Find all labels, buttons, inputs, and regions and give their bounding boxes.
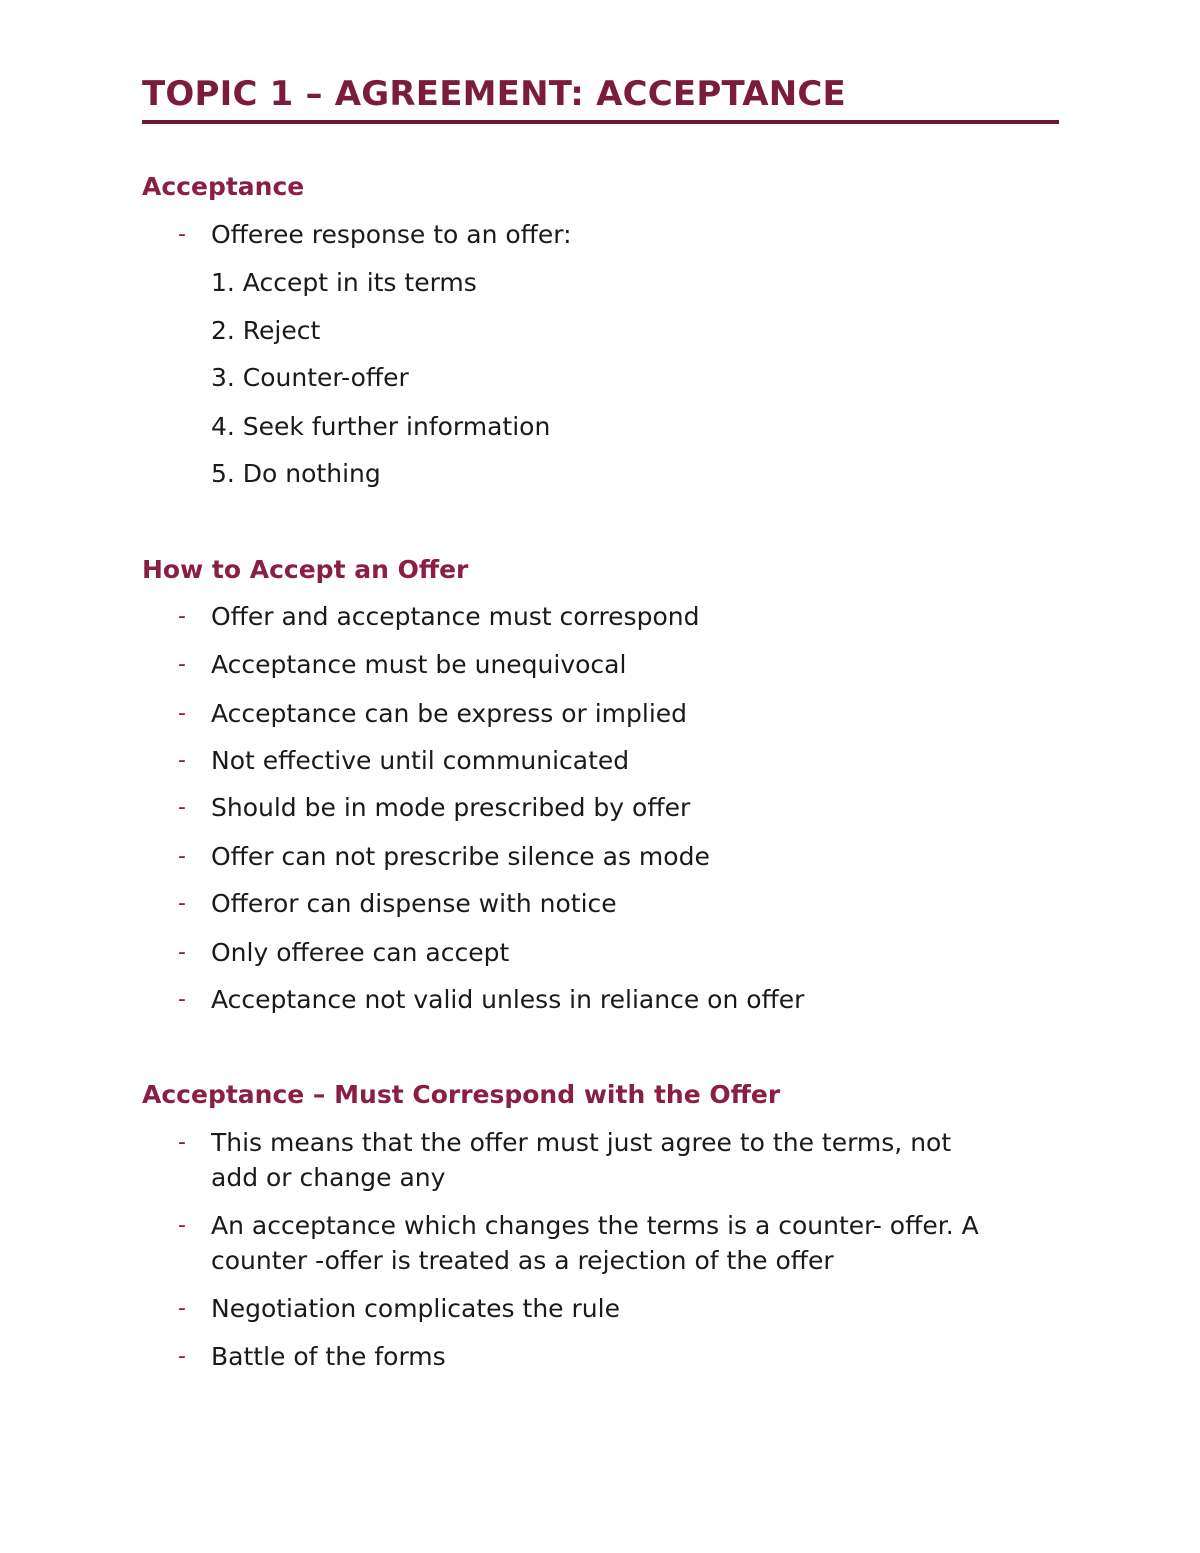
bullet-marker: - [178, 940, 186, 965]
bullet-item [142, 839, 1060, 874]
bullet-marker: - [178, 1296, 186, 1321]
bullet-text: Offer and acceptance must correspond [211, 602, 700, 631]
bullet-text: Offer can not prescribe silence as mode [211, 842, 710, 871]
bullet-marker: - [178, 604, 186, 629]
bullet-marker: - [178, 652, 186, 677]
bullet-item [142, 743, 1060, 778]
bullet-list [142, 1125, 1060, 1374]
document-title: TOPIC 1 – AGREEMENT: ACCEPTANCE [142, 74, 846, 114]
numbered-list [142, 265, 1060, 491]
section-heading: Acceptance [142, 172, 305, 201]
bullet-list [142, 599, 1060, 1017]
bullet-marker: - [178, 844, 186, 869]
bullet-item [142, 599, 1060, 634]
bullet-marker: - [178, 891, 186, 916]
bullet-text: Acceptance must be unequivocal [211, 650, 627, 679]
bullet-text: Acceptance can be express or implied [211, 699, 688, 728]
section-heading: Acceptance – Must Correspond with the Offer [142, 1080, 781, 1109]
bullet-text: Not effective until communicated [211, 746, 630, 775]
bullet-item [142, 1208, 991, 1278]
numbered-item: 1. Accept in its terms [211, 268, 477, 297]
numbered-item: 4. Seek further information [211, 412, 551, 441]
bullet-text: Battle of the forms [211, 1342, 446, 1371]
bullet-text: Offeree response to an offer: [211, 220, 572, 249]
bullet-marker: - [178, 222, 186, 247]
bullet-item [142, 935, 1060, 970]
section-acceptance [142, 170, 1060, 491]
numbered-item: 3. Counter-offer [211, 363, 409, 392]
bullet-text: Negotiation complicates the rule [211, 1294, 620, 1323]
bullet-marker: - [178, 795, 186, 820]
bullet-list [142, 217, 1060, 252]
bullet-item [142, 696, 1060, 731]
bullet-item [142, 886, 1060, 921]
bullet-marker: - [178, 748, 186, 773]
section-how-to-accept [142, 553, 1060, 1017]
bullet-text: Offeror can dispense with notice [211, 889, 617, 918]
bullet-text: This means that the offer must just agree to the terms, not add or change any [211, 1128, 952, 1192]
bullet-item [142, 217, 1060, 252]
bullet-text: An acceptance which changes the terms is a counter- offer. A counter -offer is treated as a rejection of the offer [211, 1211, 979, 1275]
numbered-item: 5. Do nothing [211, 459, 381, 488]
bullet-marker: - [178, 1213, 186, 1238]
bullet-item [142, 982, 1060, 1017]
bullet-item [142, 1291, 1060, 1326]
section-heading: How to Accept an Offer [142, 555, 469, 584]
bullet-marker: - [178, 987, 186, 1012]
bullet-marker: - [178, 1344, 186, 1369]
section-must-correspond [142, 1078, 1060, 1374]
bullet-item [142, 790, 1060, 825]
bullet-marker: - [178, 1130, 186, 1155]
bullet-text: Should be in mode prescribed by offer [211, 793, 691, 822]
bullet-text: Acceptance not valid unless in reliance on offer [211, 985, 805, 1014]
numbered-item: 2. Reject [211, 316, 321, 345]
title-underline [142, 120, 1059, 124]
bullet-item [142, 1125, 991, 1195]
document-page [142, 68, 1060, 1371]
bullet-item [142, 1339, 1060, 1374]
bullet-marker: - [178, 701, 186, 726]
bullet-text: Only offeree can accept [211, 938, 510, 967]
bullet-item [142, 647, 1060, 682]
